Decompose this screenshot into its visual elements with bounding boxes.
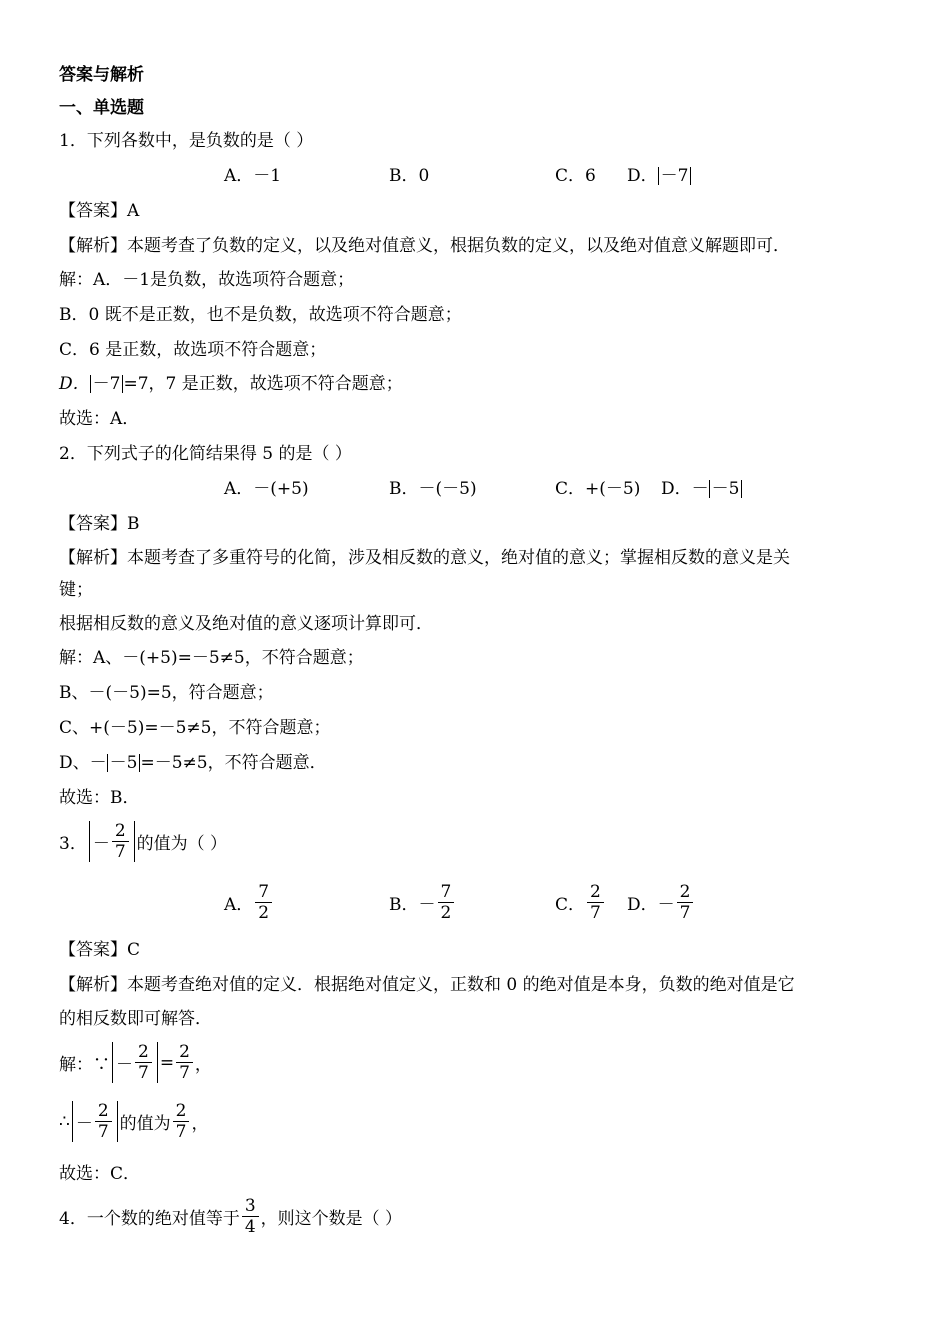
q3-option-a-den: 2 (258, 903, 270, 923)
q3-step2-abs (72, 1101, 118, 1142)
q3-option-c-num: 2 (587, 882, 604, 903)
q3-stem-num: 2 (112, 821, 129, 842)
q3-option-c-fraction (587, 882, 604, 923)
q3-conclusion: 故选：C． (59, 1164, 141, 1184)
q2-conclusion: 故选：B． (59, 788, 140, 808)
q1-step-d-rest: =7，7 是正数，故选项不符合题意； (123, 374, 403, 394)
q1-step-a: 解：A．－1是负数，故选项符合题意； (59, 270, 355, 290)
q1-option-d-abs: －7 (658, 167, 692, 185)
section-title: 一、单选题 (59, 98, 144, 118)
q4-stem-num: 3 (242, 1196, 259, 1217)
q3-step2-num: 2 (95, 1101, 112, 1122)
q3-option-d-fraction (677, 882, 694, 923)
q3-option-d-den: 7 (679, 903, 691, 923)
q2-option-d (661, 478, 742, 500)
q1-option-d-label: D． (627, 166, 658, 186)
q3-step1-result (176, 1042, 193, 1083)
q3-step2-sign: － (75, 1114, 93, 1134)
q1-option-d (627, 165, 691, 187)
q3-step1-prefix: 解：∵ (59, 1055, 110, 1075)
q2-analysis-line1: 【解析】本题考查了多重符号的化简，涉及相反数的意义，绝对值的意义；掌握相反数的意义是关 (59, 548, 790, 568)
q3-step2-fraction (95, 1101, 112, 1142)
q2-step-d-label: D、－ (59, 753, 107, 773)
q3-step1-den: 7 (138, 1063, 149, 1083)
q2-option-d-label: D．－ (661, 479, 709, 499)
q3-step2-result-den: 7 (175, 1122, 187, 1142)
q3-option-c-label: C． (555, 895, 586, 915)
q3-step1-sign: － (116, 1055, 133, 1075)
q2-stem: 2．下列式子的化简结果得 5 的是（ ） (59, 444, 352, 464)
q3-option-c (555, 882, 606, 923)
q4-stem (59, 1196, 402, 1237)
q1-option-b: B．0 (389, 166, 430, 186)
q3-stem-sign: － (92, 834, 110, 854)
q3-option-a-num: 7 (255, 882, 272, 903)
q3-option-d (627, 882, 695, 923)
q3-step2-result-num: 2 (173, 1101, 190, 1122)
q1-step-d-label: D． (59, 374, 90, 394)
q3-stem-abs (89, 821, 135, 862)
q2-step-d-rest: =－5≠5，不符合题意． (140, 753, 327, 773)
q3-step1-fraction (135, 1042, 152, 1083)
q3-step1-result-den: 7 (179, 1063, 190, 1083)
q2-step-b: B、－(－5)=5，符合题意； (59, 683, 274, 703)
q3-option-a (224, 882, 274, 923)
q3-step1-result-num: 2 (176, 1042, 193, 1063)
q2-analysis-line2: 键； (59, 580, 93, 600)
q1-option-a: A．－1 (224, 166, 282, 186)
q2-step-d-abs: －5 (107, 754, 141, 772)
q2-option-b: B．－(－5) (389, 479, 477, 499)
q3-option-d-num: 2 (677, 882, 694, 903)
q2-step-a: 解：A、－(+5)=－5≠5，不符合题意； (59, 648, 364, 668)
page-heading: 答案与解析 (59, 65, 144, 85)
q3-option-a-fraction (255, 882, 272, 923)
q3-option-c-den: 7 (590, 903, 601, 923)
q3-step1-num: 2 (135, 1042, 152, 1063)
q2-option-d-abs: －5 (709, 480, 743, 498)
q3-option-d-label: D．－ (627, 895, 675, 915)
q3-stem (59, 821, 227, 862)
q1-stem: 1．下列各数中，是负数的是（ ） (59, 131, 314, 151)
q3-option-b-fraction (438, 882, 455, 923)
q3-stem-den: 7 (114, 842, 126, 862)
q3-step2-end: ， (191, 1114, 209, 1134)
q2-step-c: C、+(－5)=－5≠5，不符合题意； (59, 718, 331, 738)
q3-analysis-line1: 【解析】本题考查绝对值的定义．根据绝对值定义，正数和 0 的绝对值是本身，负数的绝对值是它 (59, 975, 795, 995)
q3-analysis-line2: 的相反数即可解答． (59, 1009, 212, 1029)
q3-answer: 【答案】C (59, 940, 141, 960)
q3-option-b-label: B．－ (389, 895, 436, 915)
q1-step-b: B．0 既不是正数，也不是负数，故选项不符合题意； (59, 305, 462, 325)
q2-option-a: A．－(+5) (224, 479, 309, 499)
q3-option-b-den: 2 (440, 903, 452, 923)
q1-step-c: C．6 是正数，故选项不符合题意； (59, 340, 327, 360)
q1-analysis: 【解析】本题考查了负数的定义，以及绝对值意义，根据负数的定义，以及绝对值意义解题即可． (59, 236, 790, 256)
q4-stem-prefix: 4．一个数的绝对值等于 (59, 1209, 240, 1229)
q1-step-d-abs: －7 (90, 375, 124, 393)
q1-answer: 【答案】A (59, 201, 140, 221)
q2-analysis-line3: 根据相反数的意义及绝对值的意义逐项计算即可． (59, 614, 433, 634)
q2-step-d (59, 752, 327, 774)
q3-option-b-num: 7 (438, 882, 455, 903)
q3-step2-den: 7 (97, 1122, 109, 1142)
q3-step1-end: ， (194, 1055, 212, 1075)
q3-stem-suffix: 的值为（ ） (136, 834, 228, 854)
q3-step2-mid: 的值为 (119, 1114, 171, 1134)
q3-step1-abs (112, 1042, 158, 1083)
q3-step2-prefix: ∴ (59, 1111, 70, 1132)
q1-conclusion: 故选：A． (59, 409, 140, 429)
q2-option-c: C．+(－5) (555, 479, 641, 499)
q3-step1-eq: = (159, 1052, 175, 1073)
q3-option-a-label: A． (224, 895, 254, 915)
q1-step-d (59, 373, 403, 395)
q2-answer: 【答案】B (59, 514, 140, 534)
q4-stem-den: 4 (244, 1217, 256, 1237)
q3-stem-fraction (112, 821, 129, 862)
q3-step2-result (173, 1101, 190, 1142)
q3-step2 (59, 1101, 208, 1142)
q4-stem-suffix: ，则这个数是（ ） (260, 1209, 403, 1229)
q3-option-b (389, 882, 456, 923)
q1-option-c: C．6 (555, 166, 596, 186)
q3-stem-prefix: 3． (59, 834, 87, 854)
q3-step1 (59, 1042, 212, 1083)
q4-stem-fraction (242, 1196, 259, 1237)
